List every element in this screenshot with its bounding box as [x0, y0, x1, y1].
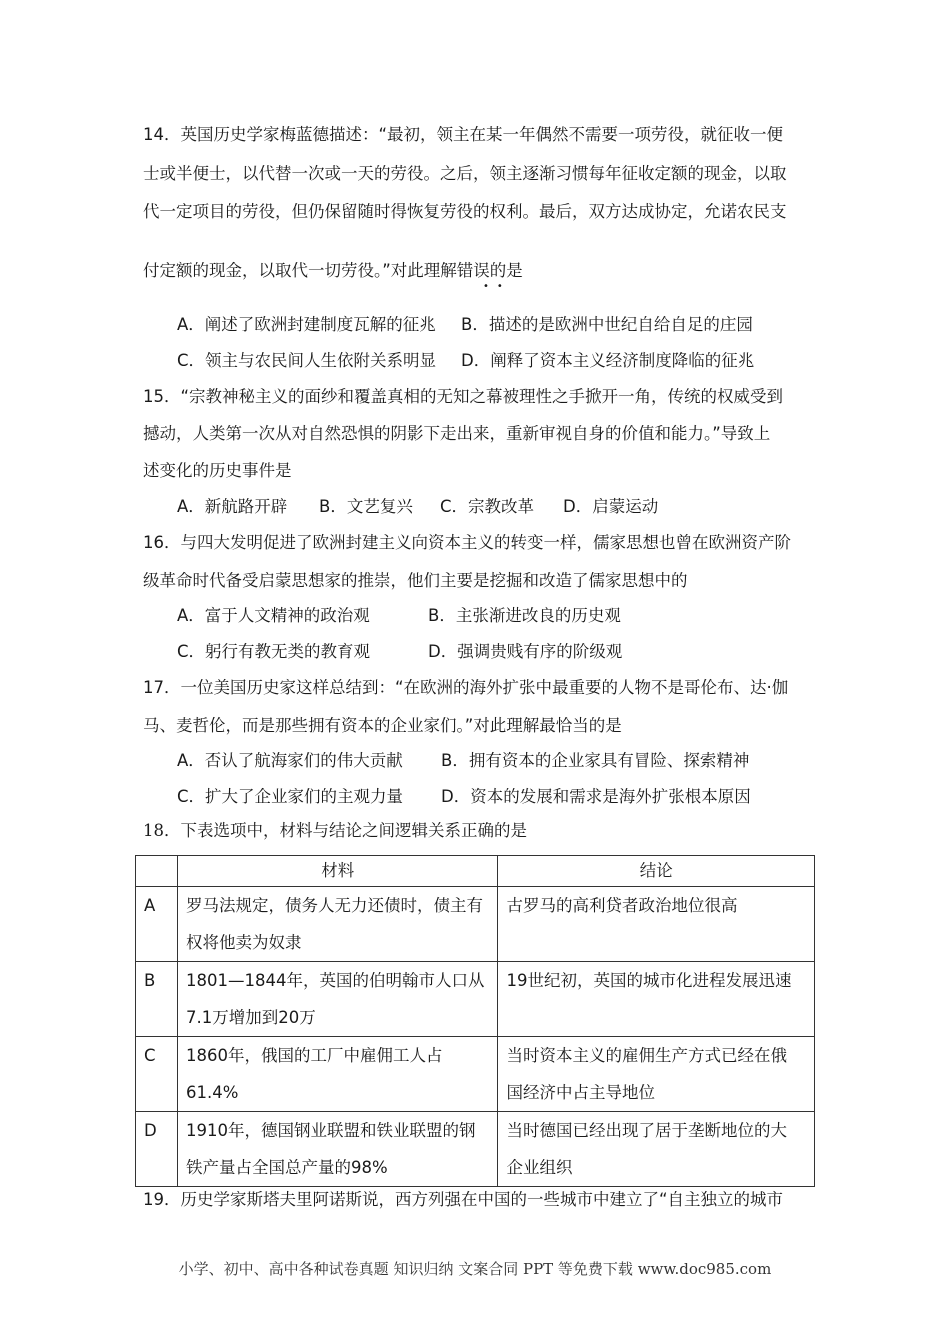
q14-option-b: B．描述的是欧洲中世纪自给自足的庄园 — [461, 315, 753, 334]
q15-option-c: C．宗教改革 — [440, 497, 535, 516]
q17-option-c: C．扩大了企业家们的主观力量 — [177, 787, 404, 806]
q17-line-1: 17．一位美国历史家这样总结到：“在欧洲的海外扩张中最重要的人物不是哥伦布、达·伽 — [143, 678, 789, 697]
material-cell: 1910年，德国钢业联盟和铁业联盟的钢 铁产量占全国总产量的98% — [177, 1112, 498, 1187]
row-label: A — [136, 887, 178, 962]
q16-option-c: C．躬行有教无类的教育观 — [177, 642, 371, 661]
q17-line-2: 马、麦哲伦，而是那些拥有资本的企业家们。”对此理解最恰当的是 — [143, 716, 622, 735]
conclusion-cell: 古罗马的高利贷者政治地位很高 — [498, 887, 815, 962]
q15-option-b: B．文艺复兴 — [319, 497, 413, 516]
emphasis-dots: •• — [483, 281, 511, 292]
q16-option-b: B．主张渐进改良的历史观 — [428, 606, 621, 625]
q16-line-2: 级革命时代备受启蒙思想家的推崇，他们主要是挖掘和改造了儒家思想中的 — [143, 571, 688, 590]
table-row — [136, 1112, 815, 1187]
header-cell-material: 材料 — [177, 856, 498, 887]
q14-option-a: A．阐述了欧洲封建制度瓦解的征兆 — [177, 315, 436, 334]
material-cell: 1801—1844年，英国的伯明翰市人口从 7.1万增加到20万 — [177, 962, 498, 1037]
q15-line-2: 撼动，人类第一次从对自然恐惧的阴影下走出来，重新审视自身的价值和能力。”导致上 — [143, 424, 771, 443]
q14-option-c: C．领主与农民间人生依附关系明显 — [177, 351, 437, 370]
table-row — [136, 1037, 815, 1112]
q19-line-1: 19．历史学家斯塔夫里阿诺斯说，西方列强在中国的一些城市中建立了“自主独立的城市 — [143, 1190, 784, 1209]
conclusion-cell: 19世纪初，英国的城市化进程发展迅速 — [498, 962, 815, 1037]
conclusion-cell: 当时资本主义的雇佣生产方式已经在俄 国经济中占主导地位 — [498, 1037, 815, 1112]
q18-stem: 18．下表选项中，材料与结论之间逻辑关系正确的是 — [143, 821, 527, 840]
q16-line-1: 16．与四大发明促进了欧洲封建主义向资本主义的转变一样，儒家思想也曾在欧洲资产阶 — [143, 533, 791, 552]
q15-option-a: A．新航路开辟 — [177, 497, 288, 516]
table-row — [136, 962, 815, 1037]
q15-line-3: 述变化的历史事件是 — [143, 461, 292, 480]
q16-option-d: D．强调贵贱有序的阶级观 — [428, 642, 623, 661]
q14-option-d: D．阐释了资本主义经济制度降临的征兆 — [461, 351, 755, 370]
q14-line-1: 14．英国历史学家梅蓝德描述：“最初，领主在某一年偶然不需要一项劳役，就征收一便 — [143, 125, 784, 144]
q14-line-2: 士或半便士，以代替一次或一天的劳役。之后，领主逐渐习惯每年征收定额的现金，以取 — [143, 164, 787, 183]
header-cell-blank — [136, 856, 178, 887]
row-label: C — [136, 1037, 178, 1112]
row-label: D — [136, 1112, 178, 1187]
q16-option-a: A．富于人文精神的政治观 — [177, 606, 370, 625]
q17-option-a: A．否认了航海家们的伟大贡献 — [177, 751, 403, 770]
q18-table — [135, 855, 815, 1187]
q14-line-4: 付定额的现金，以取代一切劳役。”对此理解错误的是 — [143, 261, 523, 280]
material-cell: 1860年，俄国的工厂中雇佣工人占 61.4% — [177, 1037, 498, 1112]
table-row — [136, 887, 815, 962]
conclusion-cell: 当时德国已经出现了居于垄断地位的大 企业组织 — [498, 1112, 815, 1187]
row-label: B — [136, 962, 178, 1037]
header-cell-conclusion: 结论 — [498, 856, 815, 887]
page-footer: 小学、初中、高中各种试卷真题 知识归纳 文案合同 PPT 等免费下载 www.doc985.com — [178, 1260, 772, 1278]
q17-option-b: B．拥有资本的企业家具有冒险、探索精神 — [441, 751, 750, 770]
q15-option-d: D．启蒙运动 — [563, 497, 659, 516]
material-cell: 罗马法规定，债务人无力还债时，债主有 权将他卖为奴隶 — [177, 887, 498, 962]
q15-line-1: 15．“宗教神秘主义的面纱和覆盖真相的无知之幕被理性之手掀开一角，传统的权威受到 — [143, 387, 784, 406]
q17-option-d: D．资本的发展和需求是海外扩张根本原因 — [441, 787, 751, 806]
table-header-row — [136, 856, 815, 887]
q14-line-3: 代一定项目的劳役，但仍保留随时得恢复劳役的权利。最后，双方达成协定，允诺农民支 — [143, 202, 787, 221]
